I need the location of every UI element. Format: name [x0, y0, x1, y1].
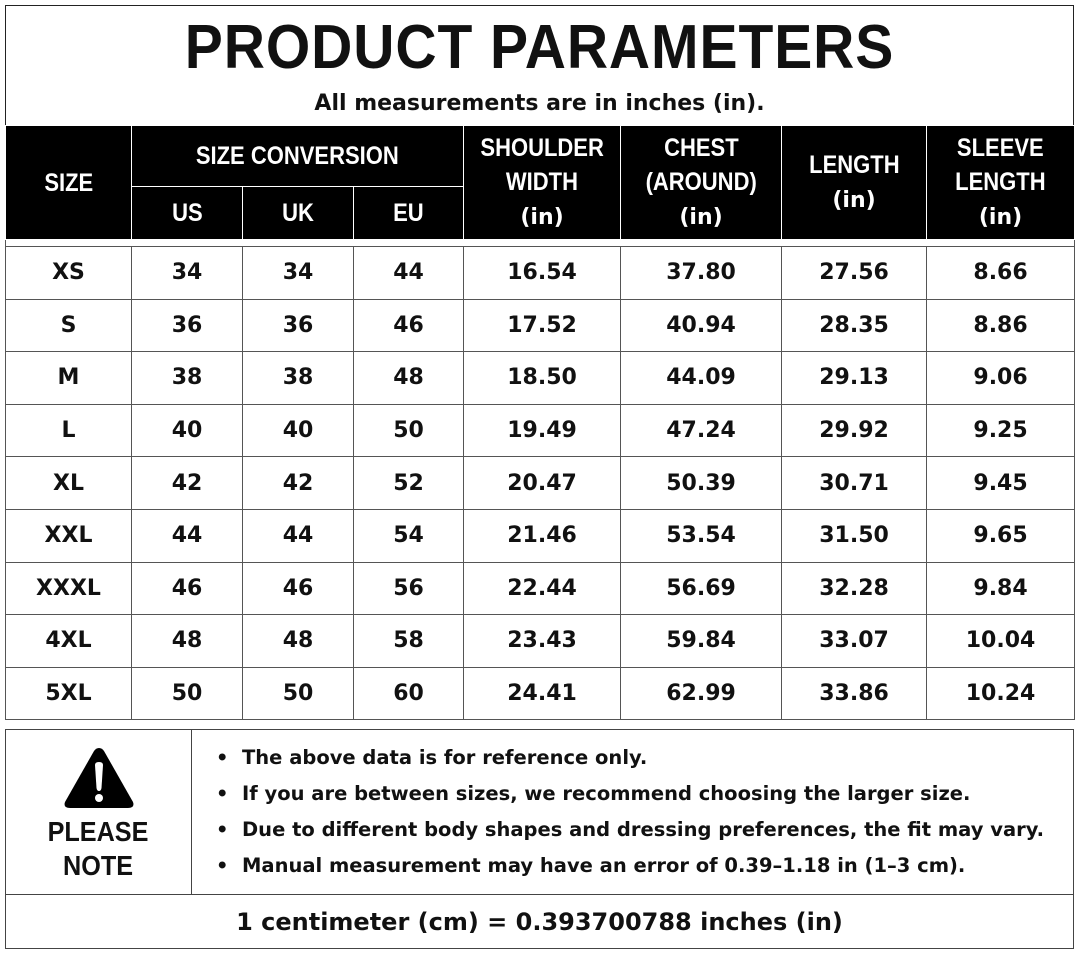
- page-subtitle: All measurements are in inches (in).: [314, 91, 765, 116]
- cell-shoulder: 16.54: [464, 247, 621, 300]
- cell-length: 27.56: [782, 247, 927, 300]
- header-length: LENGTH (in): [782, 126, 927, 240]
- cell-shoulder: 24.41: [464, 667, 621, 720]
- cell-eu: 52: [354, 457, 464, 510]
- size-rows: [6, 240, 1075, 720]
- cell-length: 32.28: [782, 562, 927, 615]
- note-item: • If you are between sizes, we recommend choosing the larger size.: [216, 782, 971, 805]
- cell-shoulder: 18.50: [464, 352, 621, 405]
- cell-size: XXXL: [6, 562, 132, 615]
- note-block: [5, 729, 1074, 895]
- table-row: [6, 615, 1075, 668]
- cell-us: 36: [132, 299, 243, 352]
- note-item: • The above data is for reference only.: [216, 746, 648, 769]
- cell-us: 46: [132, 562, 243, 615]
- cell-chest: 44.09: [621, 352, 782, 405]
- cell-uk: 34: [243, 247, 354, 300]
- cell-shoulder: 23.43: [464, 615, 621, 668]
- cell-us: 38: [132, 352, 243, 405]
- cell-shoulder: 20.47: [464, 457, 621, 510]
- cell-us: 44: [132, 509, 243, 562]
- cell-length: 30.71: [782, 457, 927, 510]
- cell-sleeve: 10.04: [927, 615, 1075, 668]
- cell-chest: 47.24: [621, 404, 782, 457]
- cell-sleeve: 10.24: [927, 667, 1075, 720]
- header-eu: EU: [354, 187, 464, 240]
- cell-chest: 37.80: [621, 247, 782, 300]
- page-title: PRODUCT PARAMETERS: [184, 13, 895, 82]
- cell-us: 40: [132, 404, 243, 457]
- cell-sleeve: 8.86: [927, 299, 1075, 352]
- cell-us: 42: [132, 457, 243, 510]
- size-table: [5, 125, 1075, 720]
- cell-size: L: [6, 404, 132, 457]
- table-row: [6, 457, 1075, 510]
- table-row: [6, 667, 1075, 720]
- header-size: SIZE: [6, 126, 132, 240]
- cell-uk: 48: [243, 615, 354, 668]
- cell-sleeve: 9.25: [927, 404, 1075, 457]
- cell-chest: 53.54: [621, 509, 782, 562]
- header-size-conversion: SIZE CONVERSION: [132, 126, 464, 187]
- cell-eu: 44: [354, 247, 464, 300]
- cell-eu: 50: [354, 404, 464, 457]
- table-row: [6, 247, 1075, 300]
- cell-sleeve: 8.66: [927, 247, 1075, 300]
- cell-eu: 54: [354, 509, 464, 562]
- cell-length: 29.92: [782, 404, 927, 457]
- spacer-row: [6, 240, 1075, 247]
- cell-sleeve: 9.84: [927, 562, 1075, 615]
- note-title-line1: PLEASE: [48, 816, 149, 847]
- cell-chest: 50.39: [621, 457, 782, 510]
- header-us: US: [132, 187, 243, 240]
- title-block: [5, 5, 1074, 125]
- table-row: [6, 562, 1075, 615]
- cell-sleeve: 9.65: [927, 509, 1075, 562]
- cell-uk: 40: [243, 404, 354, 457]
- cell-shoulder: 17.52: [464, 299, 621, 352]
- cell-sleeve: 9.45: [927, 457, 1075, 510]
- cell-uk: 42: [243, 457, 354, 510]
- note-list: [192, 730, 1073, 894]
- cell-eu: 46: [354, 299, 464, 352]
- cell-shoulder: 21.46: [464, 509, 621, 562]
- cell-chest: 56.69: [621, 562, 782, 615]
- cell-us: 34: [132, 247, 243, 300]
- cell-length: 33.86: [782, 667, 927, 720]
- note-item: • Manual measurement may have an error of 0.39–1.18 in (1–3 cm).: [216, 854, 966, 877]
- cell-eu: 58: [354, 615, 464, 668]
- cell-sleeve: 9.06: [927, 352, 1075, 405]
- cell-uk: 46: [243, 562, 354, 615]
- conversion-footer: 1 centimeter (cm) = 0.393700788 inches (in): [5, 895, 1074, 949]
- table-row: [6, 404, 1075, 457]
- cell-size: 4XL: [6, 615, 132, 668]
- cell-size: XL: [6, 457, 132, 510]
- cell-eu: 48: [354, 352, 464, 405]
- table-row: [6, 352, 1075, 405]
- cell-length: 33.07: [782, 615, 927, 668]
- cell-size: 5XL: [6, 667, 132, 720]
- table-row: [6, 509, 1075, 562]
- table-row: [6, 299, 1075, 352]
- cell-uk: 44: [243, 509, 354, 562]
- cell-length: 29.13: [782, 352, 927, 405]
- cell-us: 50: [132, 667, 243, 720]
- cell-length: 28.35: [782, 299, 927, 352]
- warning-icon: [62, 745, 136, 811]
- header-shoulder-width: SHOULDER WIDTH (in): [464, 126, 621, 240]
- cell-size: M: [6, 352, 132, 405]
- header-sleeve-length: SLEEVE LENGTH (in): [927, 126, 1075, 240]
- note-title-line2: NOTE: [63, 850, 134, 881]
- cell-uk: 36: [243, 299, 354, 352]
- cell-uk: 50: [243, 667, 354, 720]
- cell-uk: 38: [243, 352, 354, 405]
- cell-size: XXL: [6, 509, 132, 562]
- cell-shoulder: 19.49: [464, 404, 621, 457]
- note-item: • Due to different body shapes and dressing preferences, the fit may vary.: [216, 818, 1045, 841]
- cell-us: 48: [132, 615, 243, 668]
- note-label: [6, 730, 192, 894]
- cell-chest: 40.94: [621, 299, 782, 352]
- cell-chest: 62.99: [621, 667, 782, 720]
- cell-length: 31.50: [782, 509, 927, 562]
- cell-eu: 56: [354, 562, 464, 615]
- header-uk: UK: [243, 187, 354, 240]
- cell-shoulder: 22.44: [464, 562, 621, 615]
- cell-size: S: [6, 299, 132, 352]
- cell-eu: 60: [354, 667, 464, 720]
- cell-size: XS: [6, 247, 132, 300]
- header-chest: CHEST (AROUND) (in): [621, 126, 782, 240]
- cell-chest: 59.84: [621, 615, 782, 668]
